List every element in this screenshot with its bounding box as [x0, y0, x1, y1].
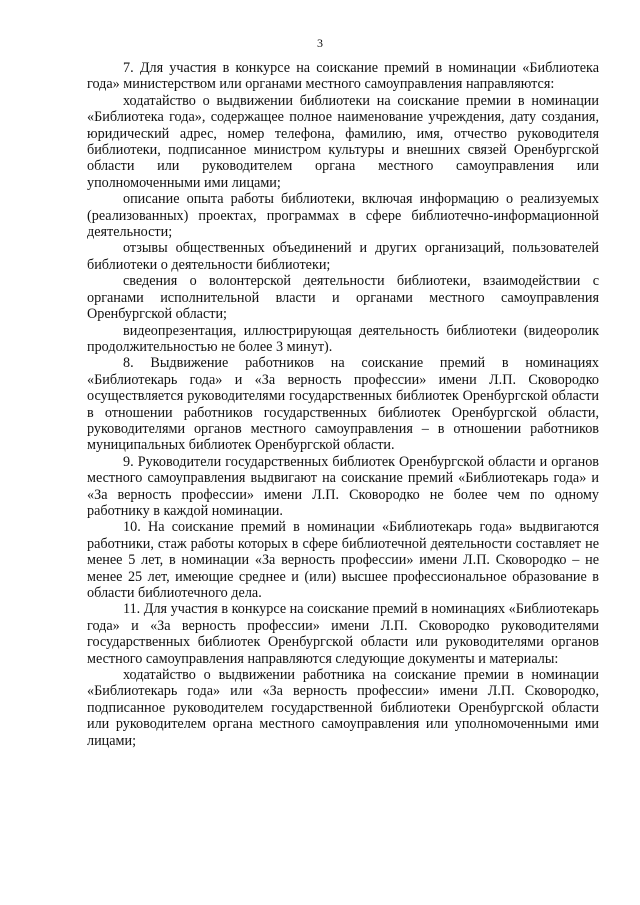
document-body [87, 60, 599, 749]
paragraph-reviews: отзывы общественных объединений и других организаций, пользователей библиотеки о деятельности библиотеки; [87, 240, 599, 273]
paragraph-10: 10. На соискание премий в номинации «Библиотекарь года» выдвигаются работники, стаж работы которых в сфере библиотечной деятельности составляет не менее 5 лет, в номинации «За верность профессии» имени Л.П. Сковородко – не менее 25 лет, имеющие среднее и (или) высшее профессиональное образование в области библиотечного дела. [87, 519, 599, 601]
paragraph-8: 8. Выдвижение работников на соискание премий в номинациях «Библиотекарь года» и «За верность профессии» имени Л.П. Сковородко осуществляется руководителями государственных библиотек Оренбургской области в отношении работников государственных библиотек Оренбургской области, руководителями органов местного самоуправления – в отношении работников муниципальных библиотек Оренбургской области. [87, 355, 599, 454]
paragraph-9: 9. Руководители государственных библиотек Оренбургской области и органов местного самоуправления выдвигают на соискание премий «Библиотекарь года» и «За верность профессии» имени Л.П. Сковородко не более чем по одному работнику в каждой номинации. [87, 453, 599, 519]
paragraph-petition-worker: ходатайство о выдвижении работника на соискание премии в номинации «Библиотекарь года» или «За верность профессии» имени Л.П. Сковородко, подписанное руководителем государственной библиотеки Оренбургской области или руководителем органа местного самоуправления или уполномоченными ими лицами; [87, 667, 599, 749]
paragraph-volunteer-info: сведения о волонтерской деятельности библиотеки, взаимодействии с органами исполнительной власти и органами местного самоуправления Оренбургской области; [87, 273, 599, 323]
paragraph-video-presentation: видеопрезентация, иллюстрирующая деятельность библиотеки (видеоролик продолжительностью не более 3 минут). [87, 322, 599, 355]
paragraph-experience-description: описание опыта работы библиотеки, включая информацию о реализуемых (реализованных) проектах, программах в сфере библиотечно-информационной деятельности; [87, 191, 599, 241]
paragraph-11-intro: 11. Для участия в конкурсе на соискание премий в номинациях «Библиотекарь года» и «За верность профессии» имени Л.П. Сковородко руководителями государственных библиотек Оренбургской области или руководителями органов местного самоуправления направляются следующие документы и материалы: [87, 601, 599, 667]
page-number: 3 [317, 36, 323, 50]
paragraph-7-intro: 7. Для участия в конкурсе на соискание премий в номинации «Библиотека года» министерством или органами местного самоуправления направляются: [87, 60, 599, 93]
paragraph-petition-library: ходатайство о выдвижении библиотеки на соискание премии в номинации «Библиотека года», содержащее полное наименование учреждения, дату создания, юридический адрес, номер телефона, фамилию, имя, отчество руководителя библиотеки, подписанное министром культуры и внешних связей Оренбургской области или руководителем органа местного самоуправления или уполномоченными ими лицами; [87, 92, 599, 191]
